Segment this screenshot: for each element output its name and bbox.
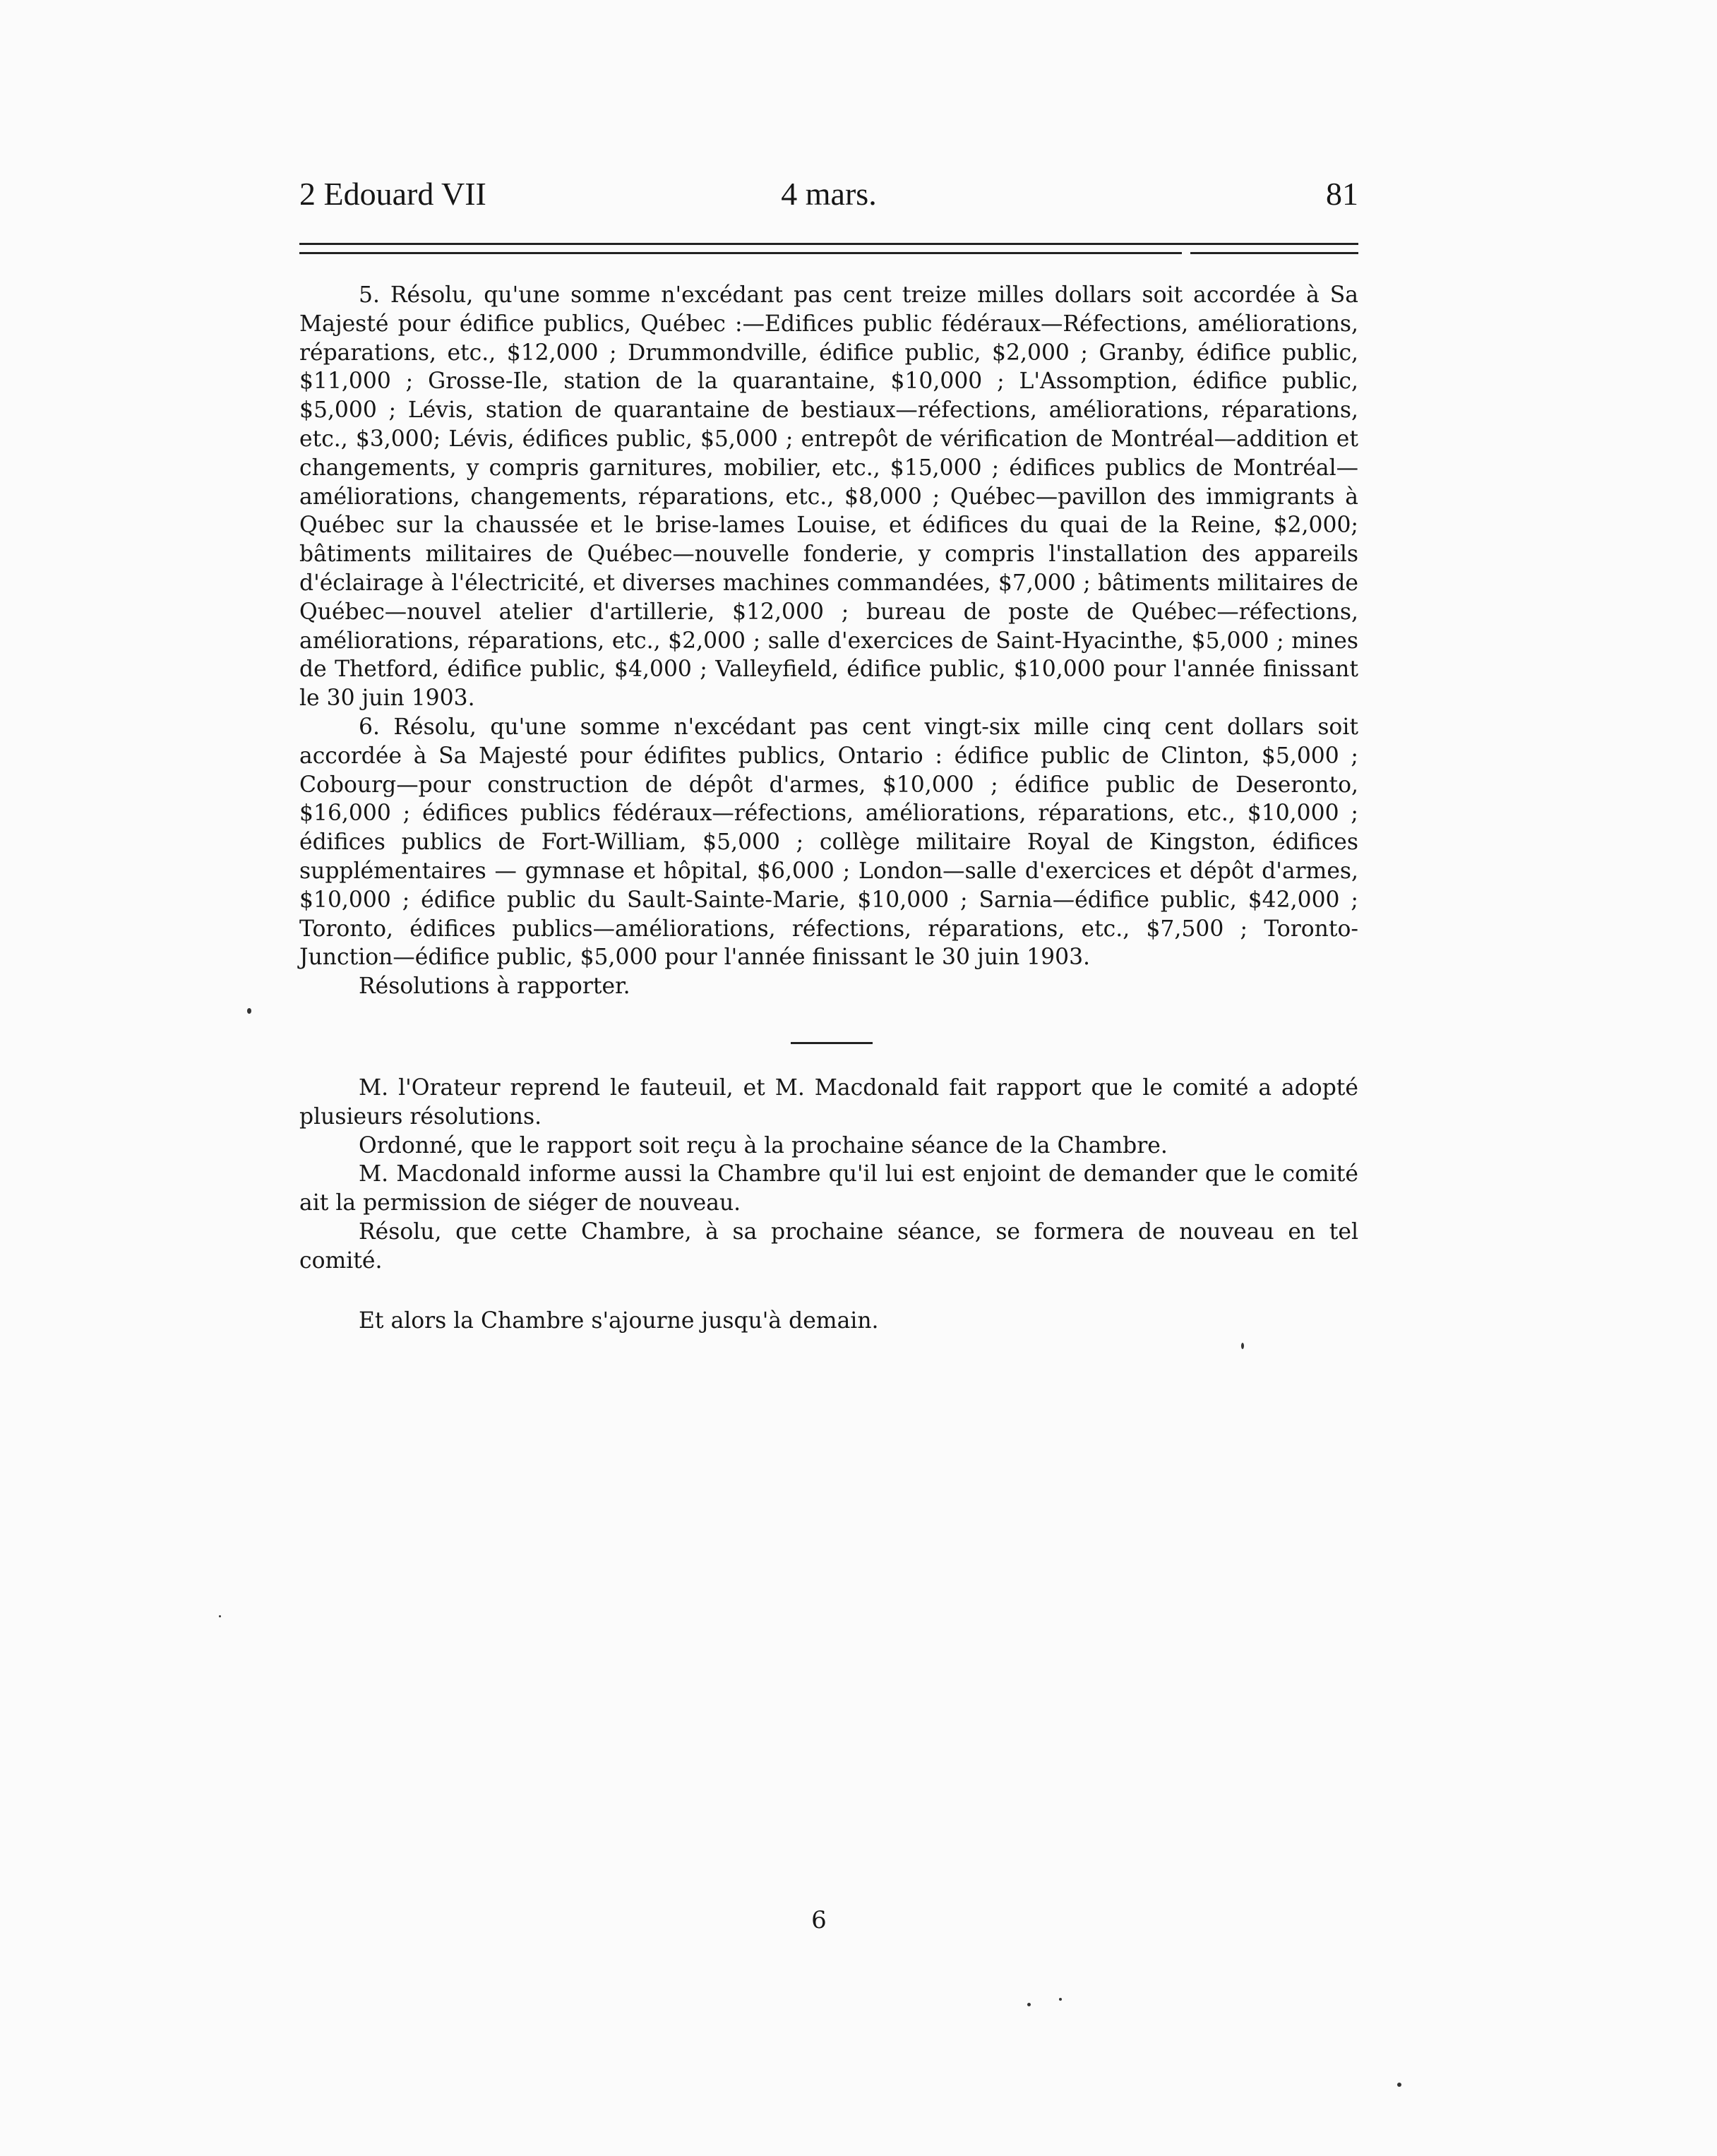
running-head — [299, 175, 1358, 217]
header-rule-bottom-right — [1190, 252, 1358, 254]
ink-speck — [219, 1615, 221, 1617]
header-date: 4 mars. — [781, 176, 877, 212]
resolution-paragraph: 5. Résolu, qu'une somme n'excédant pas cent treize milles dollars soit accordée à Sa Majesté pour édifice publics, Québec :—Edifices public fédéraux—Réfections, améliorations, réparations, etc., $12,000 ; Drummondville, édifice public, $2,000 ; Granby, édifice public, $11,000 ; Grosse-Ile, station de la quarantaine, $10,000 ; L'Assomption, édifice public, $5,000 ; Lévis, station de quarantaine de bestiaux—réfections, améliorations, réparations, etc., $3,000; Lévis, édifices public, $5,000 ; entrepôt de vérification de Montréal—addition et changements, y compris garnitures, mobilier, etc., $15,000 ; édifices publics de Montréal—améliorations, changements, réparations, etc., $8,000 ; Québec—pavillon des immigrants à Québec sur la chaussée et le brise-lames Louise, et édifices du quai de la Reine, $2,000; bâtiments militaires de Québec—nouvelle fonderie, y compris l'installation des appareils d'éclairage à l'électricité, et diverses machines commandées, $7,000 ; bâtiments militaires de Québec—nouvel atelier d'artillerie, $12,000 ; bureau de poste de Québec—réfections, améliorations, réparations, etc., $2,000 ; salle d'exercices de Saint-Hyacinthe, $5,000 ; mines de Thetford, édifice public, $4,000 ; Valleyfield, édifice public, $10,000 pour l'année finissant le 30 juin 1903. — [299, 282, 1358, 712]
adjournment-paragraph: Et alors la Chambre s'ajourne jusqu'à demain. — [359, 1307, 879, 1334]
section-separator — [791, 1042, 873, 1044]
header-volume: 2 Edouard VII — [299, 176, 486, 212]
header-rule-bottom — [299, 252, 1182, 254]
body-text — [299, 281, 1358, 1335]
resolution-paragraph: Résolutions à rapporter. — [359, 974, 630, 1000]
signature-mark: 6 — [811, 1906, 827, 1934]
resolution-paragraph: 6. Résolu, qu'une somme n'excédant pas cent vingt-six mille cinq cent dollars soit accordée à Sa Majesté pour édifites publics, Ontario : édifice public de Clinton, $5,000 ; Cobourg—pour construction de dépôt d'armes, $10,000 ; édifice public de Deseronto, $16,000 ; édifices publics fédéraux—réfections, améliorations, réparations, etc., $10,000 ; édifices publics de Fort-William, $5,000 ; collège militaire Royal de Kingston, édifices supplémentaires — gymnase et hôpital, $6,000 ; London—salle d'exercices et dépôt d'armes, $10,000 ; édifice public du Sault-Sainte-Marie, $10,000 ; Sarnia—édifice public, $42,000 ; Toronto, édifices publics—améliorations, réfections, réparations, etc., $7,500 ; Toronto-Junction—édifice public, $5,000 pour l'année finissant le 30 juin 1903. — [299, 714, 1358, 971]
report-paragraph: M. Macdonald informe aussi la Chambre qu'il lui est enjoint de demander que le comité ait la permission de siéger de nouveau. — [299, 1161, 1358, 1216]
report-paragraph: Résolu, que cette Chambre, à sa prochaine séance, se formera de nouveau en tel comité. — [299, 1218, 1358, 1274]
report-paragraph: Ordonné, que le rapport soit reçu à la prochaine séance de la Chambre. — [359, 1132, 1168, 1158]
ink-speck — [1397, 2083, 1401, 2087]
ink-speck — [1027, 2003, 1031, 2006]
ink-speck — [247, 1008, 251, 1014]
page-number: 81 — [1326, 176, 1358, 212]
header-rule-top — [299, 243, 1358, 245]
ink-speck — [1241, 1343, 1244, 1349]
ink-speck — [1059, 1998, 1062, 2001]
report-paragraph: M. l'Orateur reprend le fauteuil, et M. Macdonald fait rapport que le comité a adopté plusieurs résolutions. — [299, 1074, 1358, 1130]
